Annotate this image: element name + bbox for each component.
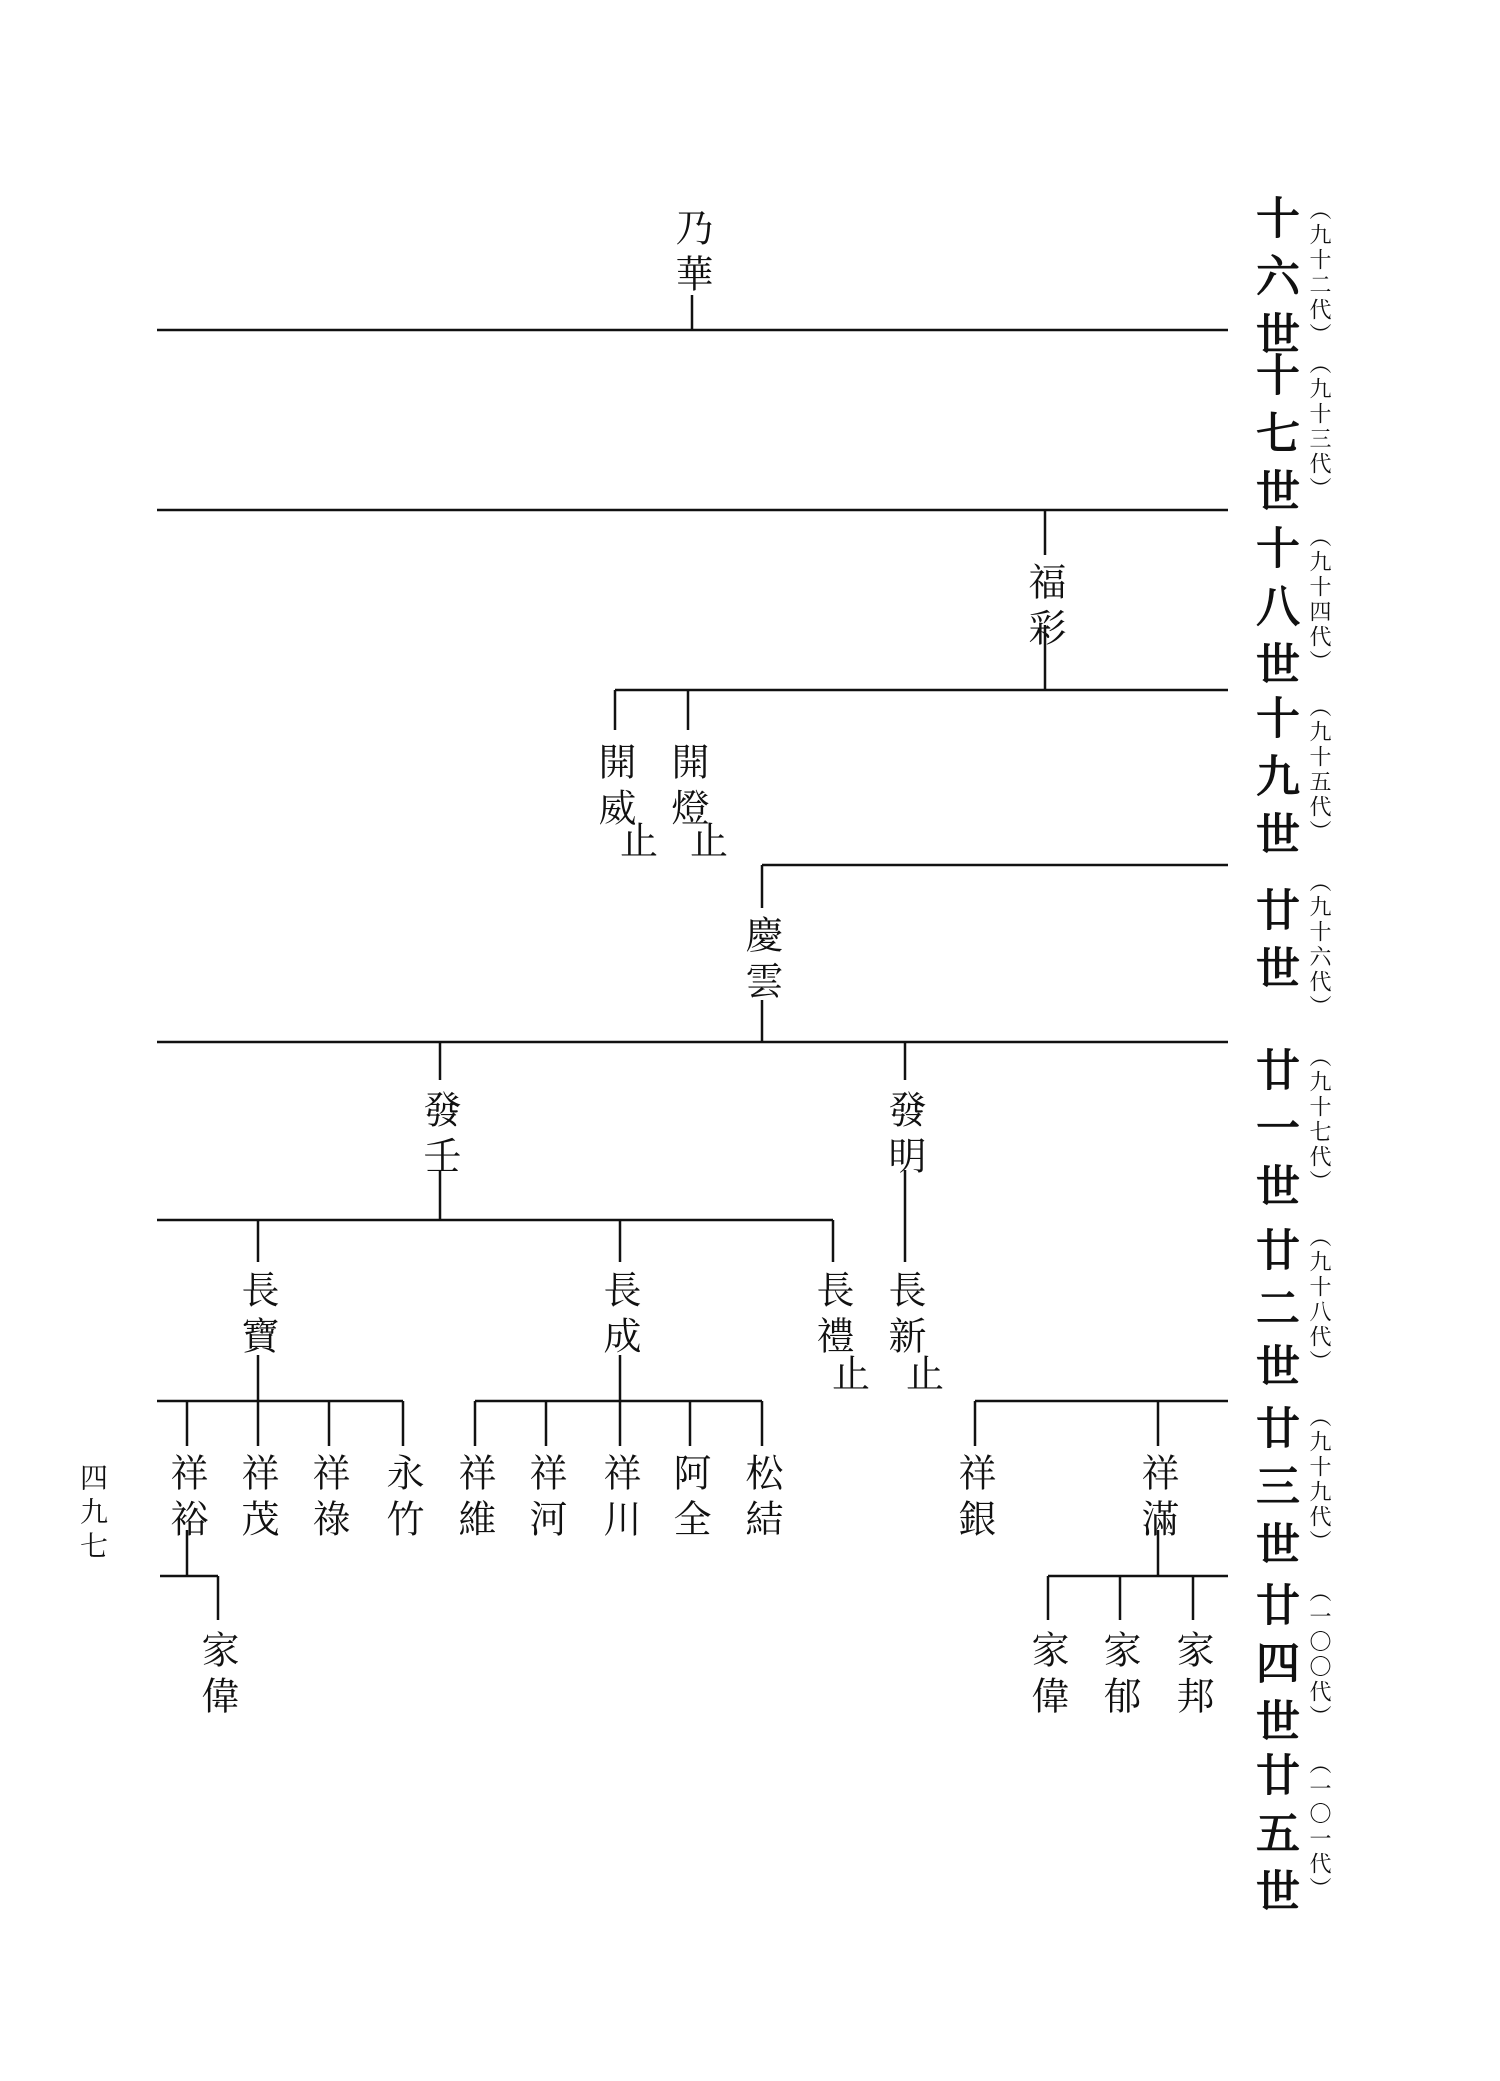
generation-label: 廿世 bbox=[1248, 887, 1299, 1003]
person-name: 祥川 bbox=[597, 1453, 641, 1545]
generation-dai: （九十四代） bbox=[1306, 525, 1331, 675]
lineage-end-mark: 止 bbox=[620, 819, 659, 863]
generation-label: 十八世 bbox=[1248, 525, 1299, 699]
generation-label: 十六世 bbox=[1248, 195, 1299, 369]
person-name: 祥滿 bbox=[1135, 1453, 1179, 1545]
person-name: 長禮 bbox=[810, 1270, 854, 1362]
person-name: 家偉 bbox=[1025, 1630, 1069, 1722]
person-name: 祥維 bbox=[452, 1453, 496, 1545]
person-name: 家邦 bbox=[1170, 1630, 1214, 1722]
person-name: 家偉 bbox=[195, 1630, 239, 1722]
generation-dai: （一〇〇代） bbox=[1306, 1580, 1331, 1730]
person-name: 福彩 bbox=[1022, 562, 1066, 654]
person-name: 阿全 bbox=[667, 1453, 711, 1545]
generation-dai: （九十六代） bbox=[1306, 870, 1331, 1020]
person-name: 長寶 bbox=[235, 1270, 279, 1362]
generation-label: 十九世 bbox=[1248, 695, 1299, 869]
generation-dai: （九十五代） bbox=[1306, 695, 1331, 845]
generation-label: 廿三世 bbox=[1248, 1405, 1299, 1579]
generation-dai: （九十三代） bbox=[1306, 352, 1331, 502]
generation-label: 廿四世 bbox=[1248, 1582, 1299, 1756]
person-name: 家郁 bbox=[1097, 1630, 1141, 1722]
person-name: 發明 bbox=[882, 1090, 926, 1182]
person-name: 開燈 bbox=[665, 742, 709, 834]
generation-label: 廿一世 bbox=[1248, 1047, 1299, 1221]
generation-dai: （一〇一代） bbox=[1306, 1752, 1331, 1902]
generation-label: 廿二世 bbox=[1248, 1227, 1299, 1401]
person-name: 開威 bbox=[592, 742, 636, 834]
generation-dai: （九十七代） bbox=[1306, 1045, 1331, 1195]
generation-dai: （九十八代） bbox=[1306, 1225, 1331, 1375]
person-name: 祥河 bbox=[523, 1453, 567, 1545]
person-name: 乃華 bbox=[669, 208, 713, 300]
person-name: 長新 bbox=[882, 1270, 926, 1362]
person-name: 祥裕 bbox=[164, 1453, 208, 1545]
generation-label: 十七世 bbox=[1248, 352, 1299, 526]
person-name: 祥茂 bbox=[235, 1453, 279, 1545]
lineage-end-mark: 止 bbox=[906, 1352, 945, 1396]
generation-dai: （九十九代） bbox=[1306, 1405, 1331, 1555]
person-name: 祥銀 bbox=[952, 1453, 996, 1545]
lineage-end-mark: 止 bbox=[832, 1352, 871, 1396]
person-name: 松結 bbox=[739, 1453, 783, 1545]
person-name: 發壬 bbox=[417, 1090, 461, 1182]
person-name: 永竹 bbox=[380, 1453, 424, 1545]
person-name: 祥祿 bbox=[306, 1453, 350, 1545]
generation-dai: （九十二代） bbox=[1306, 198, 1331, 348]
person-name: 慶雲 bbox=[739, 915, 783, 1007]
person-name: 長成 bbox=[597, 1270, 641, 1362]
lineage-end-mark: 止 bbox=[690, 819, 729, 863]
page-number: 四九七 bbox=[76, 1463, 109, 1565]
generation-label: 廿五世 bbox=[1248, 1752, 1299, 1926]
